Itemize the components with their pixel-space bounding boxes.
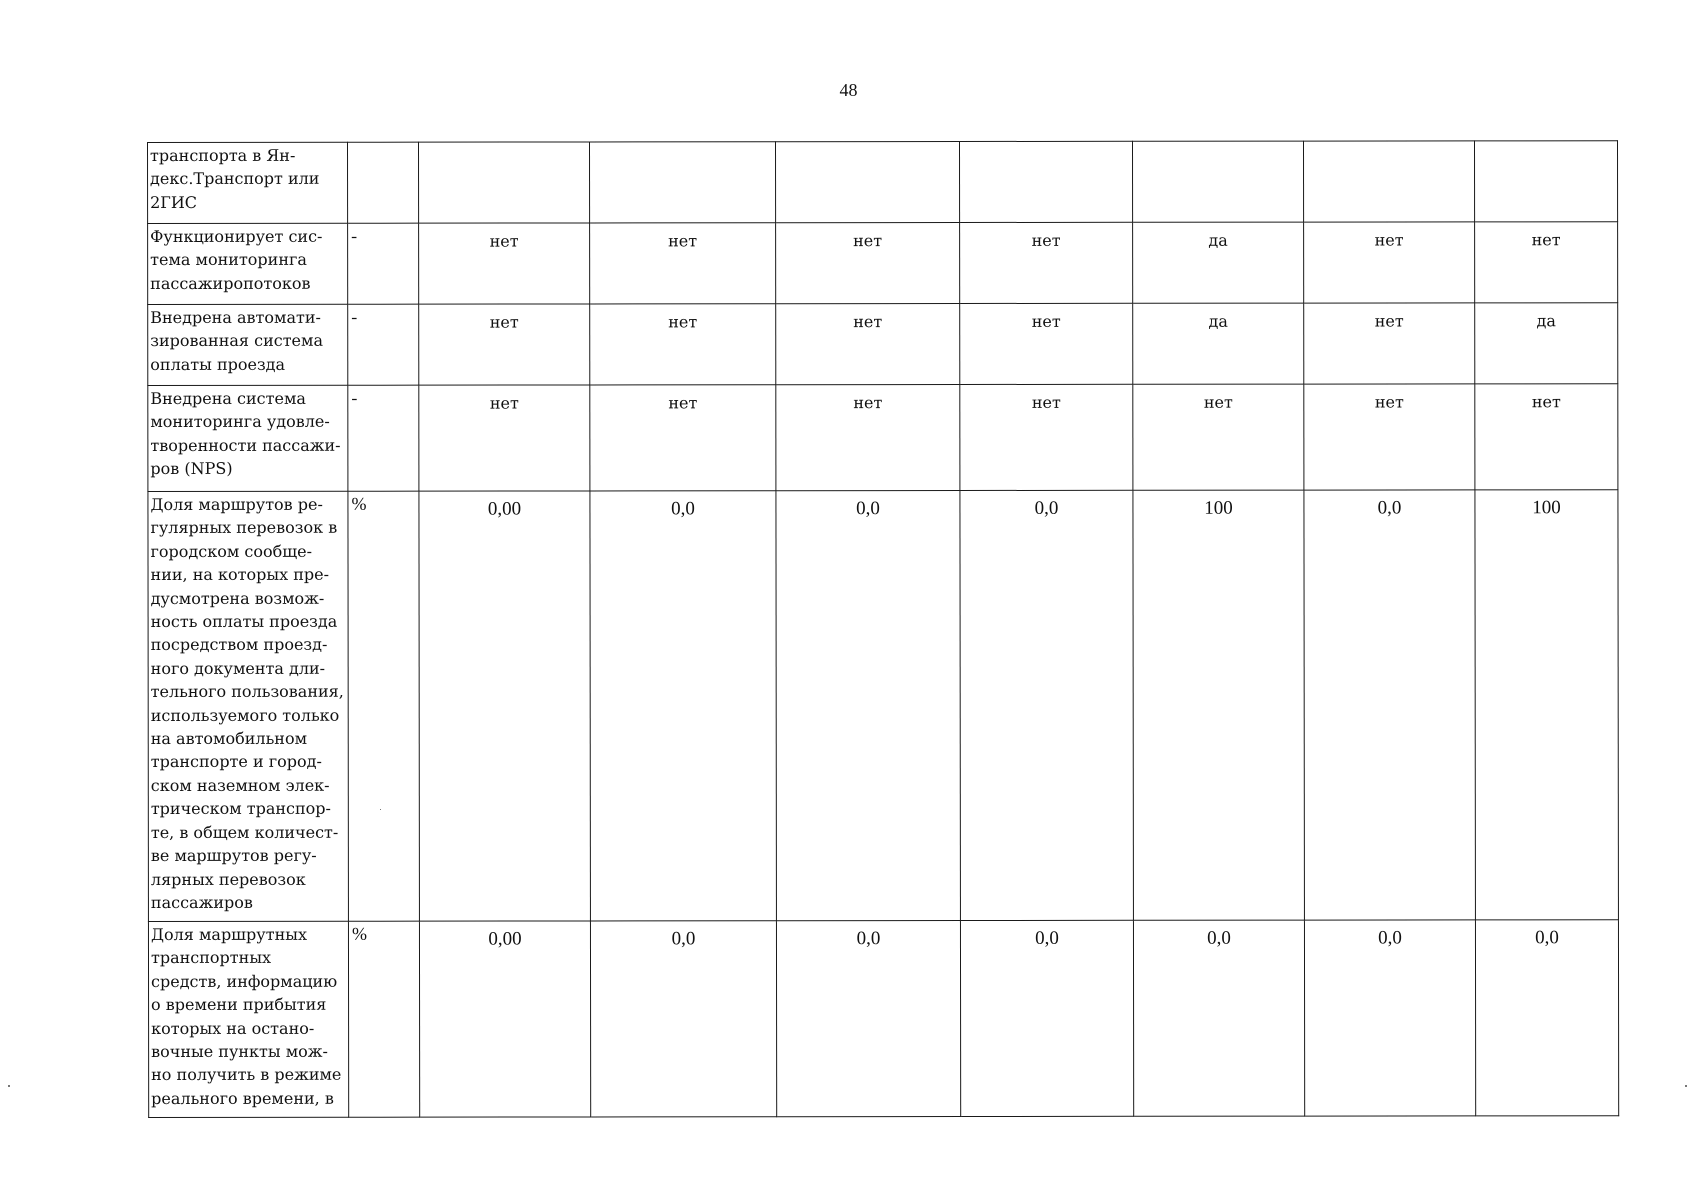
unit-cell: % bbox=[348, 921, 419, 1117]
value-cell: 0,0 bbox=[960, 920, 1133, 1116]
indicator-name-line: Внедрена автомати- bbox=[150, 307, 321, 327]
value-cell: нет bbox=[419, 385, 590, 491]
value-cell bbox=[419, 142, 590, 223]
value-cell: нет bbox=[1304, 222, 1475, 303]
indicator-name-cell bbox=[148, 385, 348, 491]
value-cell: 0,0 bbox=[1475, 920, 1618, 1116]
value-cell bbox=[1474, 141, 1617, 222]
indicator-name-line: трическом транспор- bbox=[150, 799, 331, 819]
value-cell bbox=[776, 142, 960, 223]
table-body bbox=[148, 141, 1619, 1118]
indicator-name-line: которых на остано- bbox=[151, 1018, 315, 1038]
indicator-name-line: ров (NPS) bbox=[150, 459, 233, 479]
value-cell: нет bbox=[590, 223, 776, 304]
value-cell: 0,0 bbox=[1304, 490, 1476, 920]
indicator-name-line: лярных перевозок bbox=[150, 869, 306, 889]
indicator-name-line: ного документа дли- bbox=[150, 658, 326, 678]
value-cell: 0,0 bbox=[1304, 920, 1475, 1116]
indicator-name-line: тема мониторинга bbox=[150, 250, 307, 270]
value-cell bbox=[1303, 141, 1474, 222]
value-cell: да bbox=[1133, 222, 1304, 303]
indicator-name-line: пассажиров bbox=[150, 892, 253, 912]
indicator-name-line: городском сообще- bbox=[150, 541, 312, 561]
value-cell: нет bbox=[1133, 384, 1304, 490]
indicator-name-line: декс.Транспорт или bbox=[150, 169, 320, 189]
unit-cell bbox=[348, 142, 419, 223]
indicator-name-line: пассажиропотоков bbox=[150, 273, 311, 293]
table-row bbox=[148, 384, 1618, 492]
indicator-name-cell bbox=[148, 304, 348, 385]
value-cell: 100 bbox=[1133, 490, 1305, 920]
indicator-name-line: транспорта в Ян- bbox=[150, 145, 296, 165]
value-cell: 0,0 bbox=[1133, 920, 1304, 1116]
table-row bbox=[148, 490, 1619, 922]
table-row bbox=[148, 303, 1618, 386]
indicator-name-line: тельного пользования, bbox=[150, 682, 344, 702]
value-cell: нет bbox=[1475, 222, 1618, 303]
indicator-name-line: Доля маршрутов ре- bbox=[150, 494, 323, 514]
unit-cell: - bbox=[348, 223, 419, 304]
indicator-table bbox=[147, 140, 1619, 1118]
value-cell: 0,00 bbox=[419, 921, 590, 1117]
value-cell: нет bbox=[590, 304, 776, 385]
unit-cell: - bbox=[348, 304, 419, 385]
scan-speck bbox=[380, 809, 381, 810]
value-cell: нет bbox=[776, 223, 960, 304]
value-cell bbox=[590, 142, 776, 223]
value-cell: нет bbox=[1304, 303, 1475, 384]
value-cell: 0,0 bbox=[960, 490, 1134, 920]
indicator-name-line: зированная система bbox=[150, 331, 324, 351]
indicator-name-line: реального времени, в bbox=[151, 1088, 334, 1108]
indicator-name-line: транспортных bbox=[150, 948, 272, 968]
indicator-name-line: Внедрена система bbox=[150, 388, 306, 408]
unit-cell: - bbox=[348, 385, 419, 491]
value-cell: нет bbox=[960, 222, 1133, 303]
indicator-name-line: на автомобильном bbox=[150, 728, 308, 749]
indicator-name-line: гулярных перевозок в bbox=[150, 518, 338, 538]
value-cell: 0,0 bbox=[776, 921, 960, 1117]
indicator-name-line: ность оплаты проезда bbox=[150, 611, 338, 632]
indicator-name-cell bbox=[148, 223, 348, 304]
indicator-name-line: нии, на которых пре- bbox=[150, 564, 329, 585]
indicator-name-cell bbox=[148, 142, 348, 223]
value-cell: 0,0 bbox=[590, 491, 777, 921]
value-cell: да bbox=[1475, 303, 1618, 384]
indicator-name-line: ве маршрутов регу- bbox=[150, 845, 317, 866]
scan-speck bbox=[8, 1085, 10, 1087]
value-cell: нет bbox=[1475, 384, 1618, 490]
indicator-name-line: 2ГИС bbox=[150, 192, 198, 212]
indicator-name-line: Доля маршрутных bbox=[150, 924, 307, 944]
value-cell: нет bbox=[776, 304, 960, 385]
unit-cell: % bbox=[348, 491, 420, 921]
value-cell: нет bbox=[419, 304, 590, 385]
value-cell bbox=[960, 141, 1133, 222]
value-cell: нет bbox=[419, 223, 590, 304]
table-row bbox=[148, 141, 1618, 224]
value-cell bbox=[1132, 141, 1303, 222]
indicator-name-cell bbox=[148, 921, 348, 1117]
indicator-name-line: ском наземном элек- bbox=[150, 775, 330, 795]
indicator-name-line: вочные пункты мож- bbox=[151, 1041, 328, 1062]
table-row bbox=[148, 222, 1618, 305]
value-cell: 0,00 bbox=[419, 491, 591, 921]
indicator-name-line: Функционирует сис- bbox=[150, 226, 323, 246]
indicator-name-line: дусмотрена возмож- bbox=[150, 588, 325, 608]
value-cell: да bbox=[1133, 303, 1304, 384]
value-cell: 100 bbox=[1475, 490, 1619, 920]
value-cell: 0,0 bbox=[776, 491, 961, 921]
page-number: 48 bbox=[839, 80, 858, 100]
value-cell: нет bbox=[776, 385, 960, 491]
value-cell: 0,0 bbox=[590, 921, 776, 1117]
indicator-name-line: средств, информацию bbox=[151, 971, 338, 991]
indicator-name-line: используемого только bbox=[150, 705, 340, 725]
indicator-name-line: те, в общем количест- bbox=[150, 822, 339, 842]
indicator-name-cell bbox=[148, 491, 349, 921]
indicator-name-line: но получить в режиме bbox=[151, 1065, 342, 1085]
indicator-name-line: о времени прибытия bbox=[151, 995, 327, 1015]
value-cell: нет bbox=[1304, 384, 1475, 490]
indicator-name-line: посредством проезд- bbox=[150, 635, 328, 655]
indicator-name-line: оплаты проезда bbox=[150, 354, 286, 374]
indicator-name-line: мониторинга удовле- bbox=[150, 412, 330, 432]
indicator-name-line: транспорте и город- bbox=[150, 752, 322, 772]
value-cell: нет bbox=[590, 385, 776, 491]
value-cell: нет bbox=[960, 303, 1133, 384]
value-cell: нет bbox=[960, 384, 1133, 490]
scan-speck bbox=[1685, 1085, 1687, 1087]
indicator-name-line: творенности пассажи- bbox=[150, 435, 341, 455]
table-row bbox=[148, 920, 1618, 1118]
